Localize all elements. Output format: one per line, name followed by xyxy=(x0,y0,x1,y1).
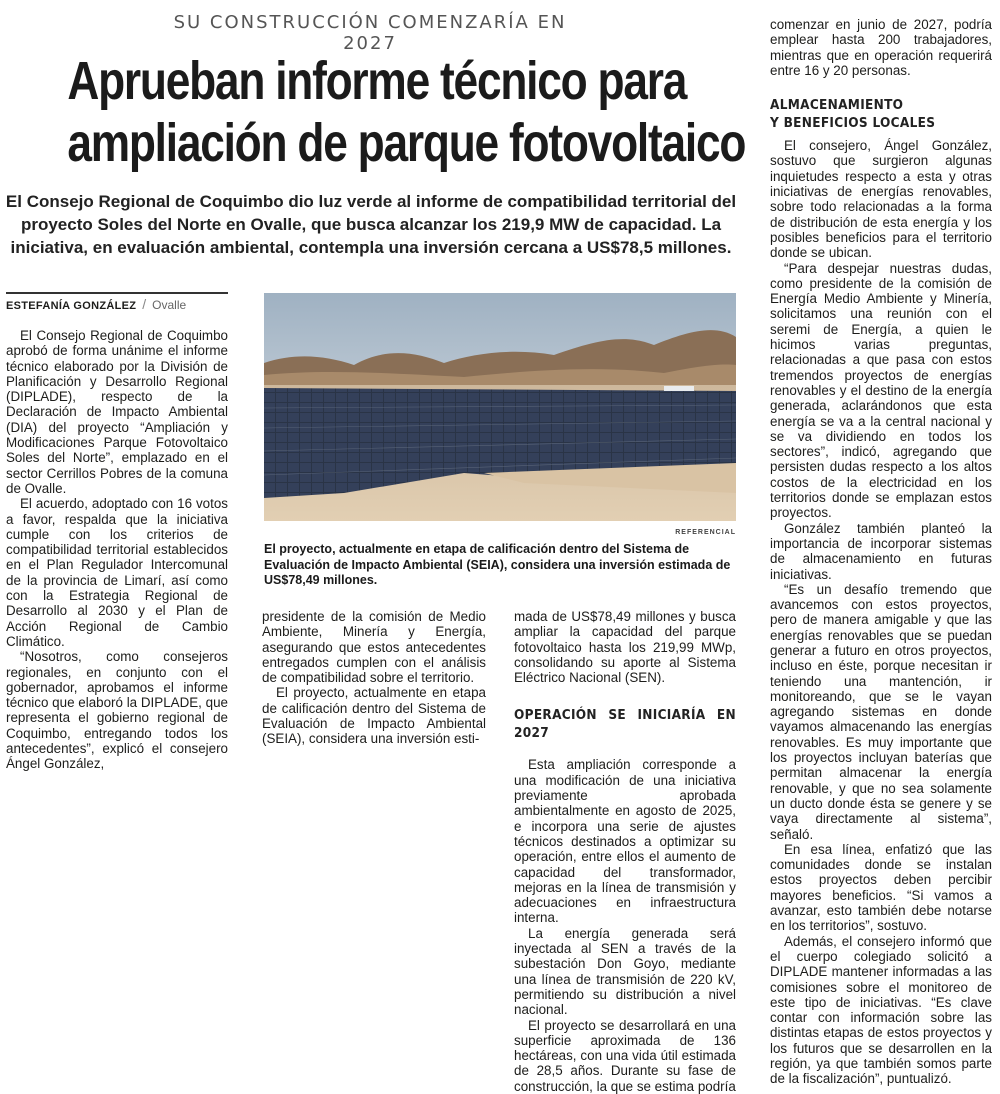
subhead-line-2: Y BENEFICIOS LOCALES xyxy=(770,115,936,132)
paragraph: El acuerdo, adoptado con 16 votos a favor, respalda que la iniciativa cumple con los criterios de compatibilidad territorial establecidos en el Plan Regulador Intercomunal de la provincia de Limarí, así como con la Estrategia Regional de Desarrollo al 2030 y el Plan de Acción Regional de Cambio Climático. xyxy=(6,496,228,649)
headline-line-2: ampliación de parque fotovoltaico xyxy=(67,113,746,173)
paragraph: “Nosotros, como consejeros regionales, en conjunto con el gobernador, aprobamos el informe técnico que elaboró la DIPLADE, que representa el gobierno regional de Coquimbo, entregando todos los antecedentes”, explicó el consejero Ángel González, xyxy=(6,649,228,772)
byline-place: Ovalle xyxy=(152,298,187,312)
subhead-operacion: OPERACIÓN SE INICIARÍA EN 2027 xyxy=(514,707,736,742)
column-4 xyxy=(770,17,992,1087)
kicker: SU CONSTRUCCIÓN COMENZARÍA EN 2027 xyxy=(173,12,567,54)
paragraph: La energía generada será inyectada al SEN a través de la subestación Don Goyo, mediante una línea de transmisión de 220 kV, permitiendo su distribución a nivel nacional. xyxy=(514,925,736,1018)
headline-line-1: Aprueban informe técnico para xyxy=(67,51,687,111)
paragraph: Esta ampliación corresponde a una modificación de una iniciativa previamente aprobada ambientalmente en agosto de 2025, e incorpora una serie de ajustes técnicos destinados a optimizar su operación, entre ellos el aumento de capacidad del transformador, mejoras en la línea de transmisión y adecuaciones en infraestructura interna. xyxy=(514,757,736,926)
byline-author: ESTEFANÍA GONZÁLEZ xyxy=(6,300,137,312)
subhead-almacenamiento xyxy=(770,96,992,132)
paragraph: El consejero, Ángel González, sostuvo que surgieron algunas inquietudes respecto a esta y otras iniciativas de energías renovables, sobre todo relacionadas a la forma de distribución de esta energía y los posibles beneficios para el territorio donde se ubican. xyxy=(770,138,992,261)
column-2 xyxy=(262,609,486,747)
paragraph: “Para despejar nuestras dudas, como presidente de la comisión de Energía Medio Ambiente y Minería, solicitamos una reunión con el seremi de Energía, a quien le hicimos varias preguntas, relacionadas a que pasa con estos tremendos proyectos de energías renovables y el destino de la energía generada, aclarándonos que esta energía se va a la central nacional y se va dividiendo en todos los sectores”, indicó, agregando que persisten dudas respecto a los altos costos de la electricidad en los territorios donde se emplazan estos proyectos. xyxy=(770,260,992,521)
photo-caption: El proyecto, actualmente en etapa de calificación dentro del Sistema de Evaluación de Impacto Ambiental (SEIA), considera una inversión estimada de US$78,49 millones. xyxy=(264,542,731,587)
subhead-line-1: ALMACENAMIENTO xyxy=(770,97,904,114)
paragraph: En esa línea, enfatizó que las comunidades donde se instalan estos proyectos deben percibir mayores beneficios. “Si vamos a avanzar, esto también debe notarse en los territorios”, sostuvo. xyxy=(770,841,992,934)
paragraph: Además, el consejero informó que el cuerpo colegiado solicitó a DIPLADE mantener informadas a las comisiones sobre el monitoreo de este tipo de iniciativas. “Es clave contar con información sobre las distintas etapas de estos proyectos y los futuros que se desarrollen en la región, ya que también somos parte de la fiscalización”, puntualizó. xyxy=(770,933,992,1087)
solar-farm-photo xyxy=(264,293,736,521)
paragraph: comenzar en junio de 2027, podría emplear hasta 200 trabajadores, mientras que en operación requerirá entre 16 y 20 personas. xyxy=(770,17,992,78)
paragraph: presidente de la comisión de Medio Ambiente, Minería y Energía, asegurando que estos antecedentes entregados cumplen con el análisis de compatibilidad sobre el territorio. xyxy=(262,609,486,686)
headline xyxy=(67,50,746,174)
column-1 xyxy=(6,328,228,772)
paragraph: González también planteó la importancia de incorporar sistemas de almacenamiento en futuras iniciativas. xyxy=(770,520,992,582)
paragraph: El Consejo Regional de Coquimbo aprobó de forma unánime el informe técnico elaborado por la División de Planificación y Desarrollo Regional (DIPLADE), respecto de la Declaración de Impacto Ambiental (DIA) del proyecto “Ampliación y Modificaciones Parque Fotovoltaico Soles del Norte”, emplazado en el sector Cerrillos Pobres de la comuna de Ovalle. xyxy=(6,328,228,496)
paragraph: “Es un desafío tremendo que avancemos con estos proyectos, pero de manera amigable y que las energías renovables que se puedan generar a futuro en otros proyectos, incluso en éste, porque necesitan ir teniendo una mantención, ir monitoreando, que se le vayan agregando sistemas en donde vayamos almacenando las energías renovables. Es muy importante que los proyectos incluyan baterías que permitan almacenar la energía renovable, y que no sea solamente un ducto donde ésta se genere y se vaya directamente al sistema”, señaló. xyxy=(770,581,992,842)
byline xyxy=(6,292,228,316)
paragraph: mada de US$78,49 millones y busca ampliar la capacidad del parque fotovoltaico hasta los 219,99 MWp, consolidando su aporte al Sistema Eléctrico Nacional (SEN). xyxy=(514,609,736,686)
column-3 xyxy=(514,609,736,1094)
paragraph: El proyecto se desarrollará en una superficie aproximada de 136 hectáreas, con una vida útil estimada de 28,5 años. Durante su fase de construcción, la que se estima podría xyxy=(514,1017,736,1094)
dek: El Consejo Regional de Coquimbo dio luz verde al informe de compatibilidad territorial del proyecto Soles del Norte en Ovalle, que busca alcanzar los 219,9 MW de capacidad. La iniciativa, en evaluación ambiental, contempla una inversión cercana a US$78,5 millones. xyxy=(5,192,737,257)
byline-separator: / xyxy=(142,296,147,312)
photo-credit: REFERENCIAL xyxy=(675,529,736,536)
paragraph: El proyecto, actualmente en etapa de calificación dentro del Sistema de Evaluación de Impacto Ambiental (SEIA), considera una inversión esti- xyxy=(262,685,486,747)
